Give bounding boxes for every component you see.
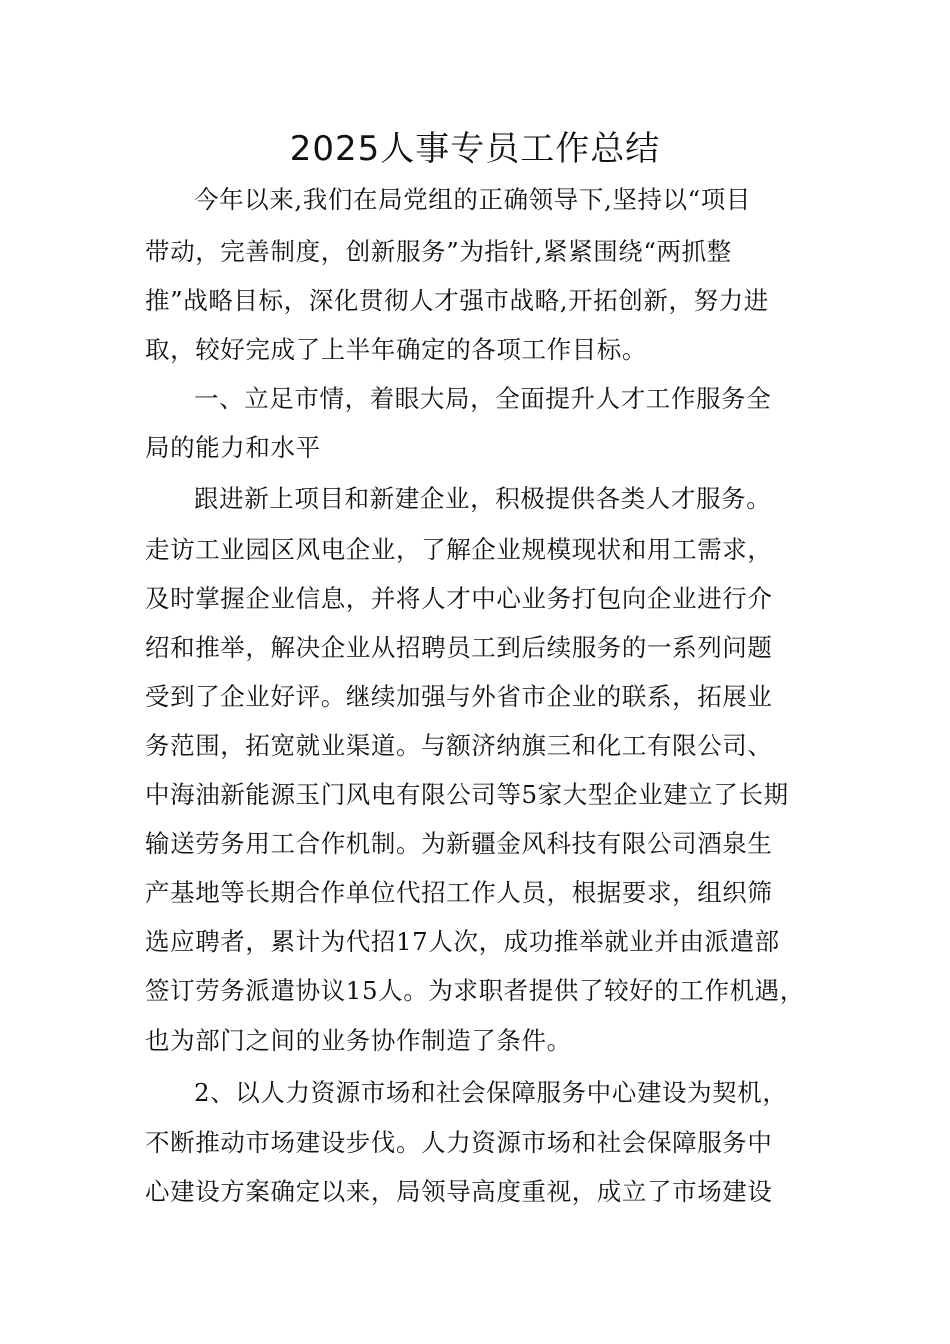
paragraph-line: 带动，完善制度，创新服务”为指针,紧紧围绕“两抓整 bbox=[145, 237, 732, 266]
paragraph-line: 签订劳务派遣协议15人。为求职者提供了较好的工作机遇， bbox=[145, 976, 805, 1005]
paragraph-line: 绍和推举，解决企业从招聘员工到后续服务的一系列问题 bbox=[145, 633, 773, 662]
paragraph-line: 受到了企业好评。继续加强与外省市企业的联系，拓展业 bbox=[145, 682, 773, 711]
paragraph-line: 2、以人力资源市场和社会保障服务中心建设为契机， bbox=[194, 1078, 788, 1107]
paragraph-line: 输送劳务用工合作机制。为新疆金风科技有限公司酒泉生 bbox=[145, 829, 773, 858]
document-title: 2025人事专员工作总结 bbox=[289, 129, 661, 169]
paragraph-line: 取，较好完成了上半年确定的各项工作目标。 bbox=[145, 335, 647, 364]
paragraph-line: 走访工业园区风电企业，了解企业规模现状和用工需求， bbox=[145, 535, 773, 564]
section-heading-line: 一、立足市情，着眼大局，全面提升人才工作服务全 bbox=[194, 384, 772, 413]
paragraph-line: 跟进新上项目和新建企业，积极提供各类人才服务。 bbox=[194, 484, 772, 513]
paragraph-line: 也为部门之间的业务协作制造了条件。 bbox=[145, 1026, 572, 1055]
paragraph-line: 务范围，拓宽就业渠道。与额济纳旗三和化工有限公司、 bbox=[145, 731, 773, 760]
paragraph-line: 心建设方案确定以来，局领导高度重视，成立了市场建设 bbox=[145, 1177, 773, 1206]
paragraph-line: 产基地等长期合作单位代招工作人员，根据要求，组织筛 bbox=[145, 878, 773, 907]
paragraph-line: 今年以来,我们在局党组的正确领导下,坚持以“项目 bbox=[194, 185, 751, 214]
paragraph-line: 推”战略目标，深化贯彻人才强市战略,开拓创新，努力进 bbox=[145, 286, 769, 315]
paragraph-line: 中海油新能源玉门风电有限公司等5家大型企业建立了长期 bbox=[145, 780, 789, 809]
paragraph-line: 不断推动市场建设步伐。人力资源市场和社会保障服务中 bbox=[145, 1128, 773, 1157]
paragraph-line: 及时掌握企业信息，并将人才中心业务打包向企业进行介 bbox=[145, 584, 773, 613]
section-heading-line: 局的能力和水平 bbox=[145, 433, 321, 462]
paragraph-line: 选应聘者，累计为代招17人次，成功推举就业并由派遣部 bbox=[145, 927, 780, 956]
